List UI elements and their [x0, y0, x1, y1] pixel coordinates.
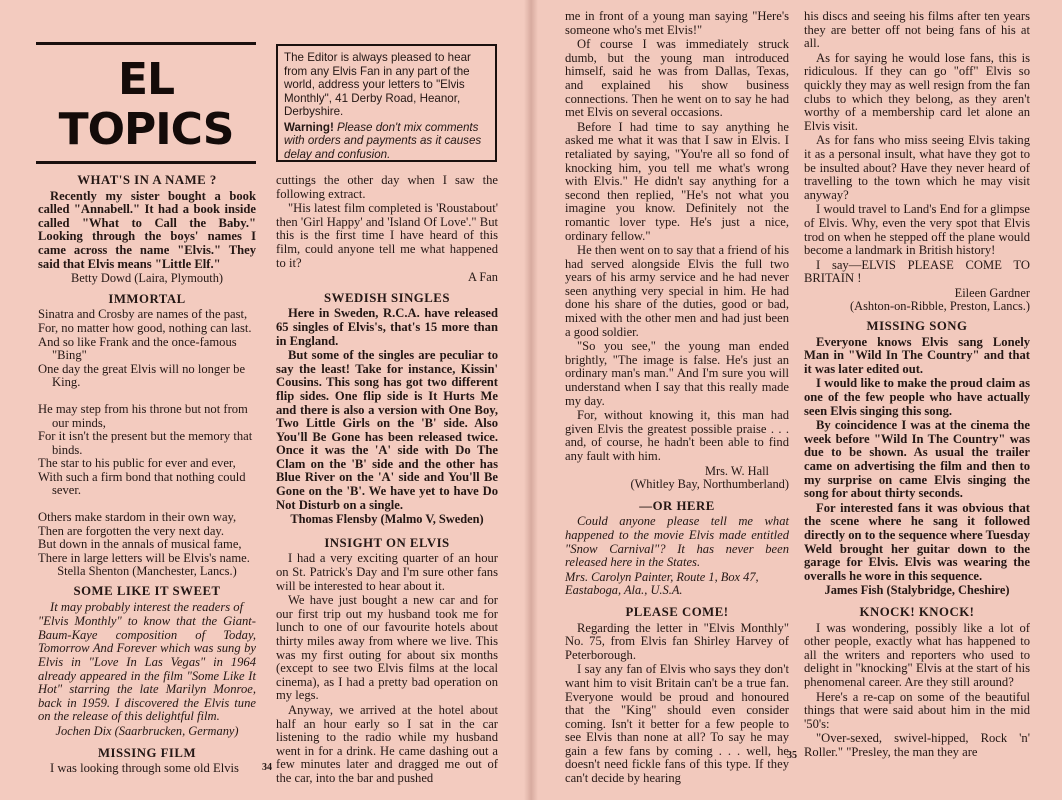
- right-page: [531, 0, 1062, 800]
- poem-line: Then are forgotten the very next day.: [38, 523, 225, 538]
- poem-signature: Stella Shenton (Manchester, Lancs.): [57, 564, 237, 579]
- poem-line: The star to his public for ever and ever,: [38, 456, 236, 471]
- letter-signature: Eileen Gardner: [954, 285, 1030, 300]
- title-top-rule: [36, 42, 256, 45]
- poem-line: For it isn't the present but the memory that binds.: [38, 429, 253, 457]
- heading-immortal: IMMORTAL: [108, 291, 186, 306]
- letter-body: I had a very exciting quarter of an hour on St. Patrick's Day and I'm sure other fans will be interested to hear about it.: [276, 551, 498, 593]
- column-4: [804, 10, 1030, 760]
- page-gutter: [524, 0, 538, 800]
- letter-signature-place: (Ashton-on-Ribble, Preston, Lancs.): [850, 299, 1030, 314]
- letter-body: cuttings the other day when I saw the following extract.: [276, 173, 498, 201]
- letter-body: Recently my sister bought a book called "Annabell." It had a book inside called "What to Call the Baby." Looking through the boys' names I came across the name "Elvis." They said that Elvis means "Little Elf.": [38, 188, 256, 271]
- heading-please-come: PLEASE COME!: [625, 604, 729, 619]
- poem-line: Sinatra and Crosby are names of the past,: [38, 307, 248, 322]
- letter-body: I was wondering, possibly like a lot of other people, exactly what has happened to all the writers and reporters who used to delight in "knocking" Elvis at the start of his phenomenal career. Are they still around?: [804, 620, 1030, 689]
- poem-line: There in large letters will be Elvis's name.: [38, 550, 250, 565]
- poem-line: For, no matter how good, nothing can last.: [38, 320, 252, 335]
- heading-insight-on-elvis: INSIGHT ON ELVIS: [324, 535, 450, 550]
- title-bottom-rule: [36, 161, 256, 164]
- poem-line: He may step from his throne but not from our minds,: [38, 401, 248, 430]
- letter-body: I would travel to Land's End for a glimpse of Elvis. Why, even the very spot that Elvis trod on when he stepped off the plane would become a landmark in British history!: [804, 202, 1030, 258]
- letter-body: It may probably interest the readers of: [50, 599, 244, 614]
- letter-signature: Jochen Dix (Saarbrucken, Germany): [55, 723, 239, 738]
- letter-body: I was looking through some old Elvis: [50, 761, 239, 776]
- letter-body: "Over-sexed, swivel-hipped, Rock 'n' Roller." "Presley, the man they are: [804, 731, 1030, 759]
- column-3: [565, 10, 789, 787]
- letter-body: Everyone knows Elvis sang Lonely Man in "Wild In The Country" and that it was later edited out.: [804, 334, 1030, 376]
- letter-body: "So you see," the young man ended brightly, "The image is false. He's just an ordinary man's man." And I'm sure you will understand when I say that this really made my day.: [565, 339, 789, 408]
- warning-text: Please don't mix comments with orders and payments as it causes delay and confusion.: [284, 120, 482, 161]
- letter-body: Here in Sweden, R.C.A. have released 65 singles of Elvis's, that's 15 more than in England.: [276, 306, 498, 348]
- editor-notice-text: The Editor is always pleased to hear from any Elvis Fan in any part of the world, address your letters to "Elvis Monthly", 41 Derby Road, Heanor, Derbyshire.: [284, 51, 471, 118]
- poem-line: With such a firm bond that nothing could sever.: [38, 469, 246, 498]
- letter-body: me in front of a young man saying "Here's someone who's met Elvis!": [565, 9, 789, 37]
- letter-body: Before I had time to say anything he asked me what it was that I saw in Elvis. I retaliated by saying, "You're all so fond of knocking him, you tell me what's wrong with Elvis." He didn't say anything for a second then replied, "He's not what you imagine you know. Definitely not the romantic lover type. He's just a nice, ordinary fellow.": [565, 119, 789, 243]
- letter-body: Regarding the letter in "Elvis Monthly" No. 75, from Elvis fan Shirley Harvey of Peterborough.: [565, 620, 789, 662]
- poem-line: But down in the annals of musical fame,: [38, 537, 242, 552]
- letter-signature: James Fish (Stalybridge, Cheshire): [824, 583, 1010, 598]
- poem-line: One day the great Elvis will no longer be King.: [38, 361, 246, 390]
- section-title: [36, 42, 256, 164]
- letter-signature: A Fan: [468, 270, 498, 285]
- heading-knock-knock: KNOCK! KNOCK!: [859, 604, 975, 619]
- column-1: [38, 174, 256, 777]
- letter-body: I would like to make the proud claim as one of the few people who have actually seen Elvis singing this song.: [804, 376, 1030, 418]
- editor-warning: [284, 121, 489, 162]
- letter-body: For, without knowing it, this man had given Elvis the greatest possible praise . . . and, of course, he hadn't been able to find any fault with him.: [565, 408, 789, 463]
- letter-body: "Elvis Monthly" to know that the Giant-Baum-Kaye composition of Today, Tomorrow And Forever which was sung by Elvis in "Love In Las Vegas" in 1964 already appeared in the film "Some Like It Hot" starring the late Marilyn Monroe, back in 1959. I discovered the Elvis tune on the release of this delightful film.: [38, 614, 256, 724]
- letter-body: He then went on to say that a friend of his had served alongside Elvis the full two years of his army service and he had never seen anything very special in him. He had done his share of the duties, good or bad, mixed with the other men and had just been a good soldier.: [565, 243, 789, 339]
- heading-whats-in-a-name: WHAT'S IN A NAME ?: [77, 173, 217, 187]
- letter-body: Of course I was immediately struck dumb, but the young man introduced himself, said he was from Dallas, Texas, and explained his show business connections. Then he went on to say he had met Elvis on several occasions.: [565, 37, 789, 120]
- title-line-2: TOPICS: [58, 104, 234, 155]
- poem-line: And so like Frank and the once-famous "Bing": [38, 334, 237, 363]
- letter-signature: Thomas Flensby (Malmo V, Sweden): [290, 512, 484, 527]
- letter-signature: Mrs. W. Hall: [704, 463, 769, 478]
- heading-missing-song: MISSING SONG: [866, 319, 968, 334]
- warning-label: Warning!: [284, 120, 334, 134]
- letter-body: Could anyone please tell me what happened to the movie Elvis made entitled "Snow Carnival"? It has never been released here in the States.: [565, 514, 789, 570]
- heading-missing-film: MISSING FILM: [97, 745, 197, 760]
- letter-body: We have just bought a new car and for our first trip out my husband took me for lunch to one of our favourite hotels about thirty miles away from where we live. This was my first outing for about six months (except to see two Elvis films at the local cinema), as I had a pretty bad operation on my legs.: [276, 593, 498, 703]
- page-number-right: 35: [787, 750, 797, 761]
- letter-body: I say—ELVIS PLEASE COME TO BRITAIN !: [804, 257, 1030, 286]
- letter-body: "His latest film completed is 'Roustabout' then 'Girl Happy' and 'Island Of Love'." But this is the first time I have heard of this film, could anyone tell me what happened to it?: [276, 201, 498, 270]
- letter-body: his discs and seeing his films after ten years they are better off not being fans of his at all.: [804, 9, 1030, 51]
- poem-line: Others make stardom in their own way,: [38, 510, 237, 525]
- column-2: [276, 174, 498, 787]
- title-line-1: EL: [117, 54, 175, 105]
- letter-body: By coincidence I was at the cinema the week before "Wild In The Country" was due to be shown. As usual the trailer came on advertising the film and then to my surprise on came Elvis singing the song for about thirty seconds.: [804, 418, 1030, 501]
- letter-body: As for fans who miss seeing Elvis taking it as a personal insult, what have they got to be insulted about? Have they never heard of travelling to the town which he may visit anyway?: [804, 133, 1030, 202]
- letter-signature-place: (Whitley Bay, Northumberland): [630, 477, 789, 492]
- heading-some-like-it-sweet: SOME LIKE IT SWEET: [73, 584, 221, 599]
- letter-body: For interested fans it was obvious that the scene where he sang it followed directly on to the sequence where Tuesday Weld brought her guitar down to the garage for Elvis. Elvis was wearing the overalls he wore in this sequence.: [804, 500, 1030, 583]
- letter-signature: Betty Dowd (Laira, Plymouth): [70, 271, 224, 286]
- poem-immortal: [38, 308, 256, 565]
- heading-swedish-singles: SWEDISH SINGLES: [324, 290, 450, 305]
- letter-body: Here's a re-cap on some of the beautiful things that were said about him in the mid '50's:: [804, 689, 1030, 731]
- heading-or-here: —OR HERE: [639, 498, 715, 513]
- letter-body: I say any fan of Elvis who says they don't want him to visit Britain can't be a true fan. Everyone would be proud and honoured that the "King" should even consider coming. Isn't it better for a few people to see Elvis than none at all? To say he may gain a few fans by coming . . . well, he doesn't need fickle fans of this type. If they can't decide by hearing: [565, 662, 789, 786]
- letter-body: But some of the singles are peculiar to say the least! Take for instance, Kissin' Cousins. This song has got two different flip sides. One flip side is It Hurts Me and there is also a version with One Boy, Two Little Girls on the 'B' side. Also You'll Be Gone has been released twice. Once it was the 'A' side with Do The Clam on the 'B' side and the other has Blue River on the 'A' side and You'll Be Gone on the 'B'. We have yet to have Do Not Disturb on a single.: [276, 348, 498, 512]
- letter-body: As for saying he would lose fans, this is ridiculous. If they can go "off" Elvis so quickly they may as well resign from the fan clubs to which they belong, as they aren't worthy of a membership card let alone an Elvis visit.: [804, 50, 1030, 133]
- letter-body: Anyway, we arrived at the hotel about half an hour early so I sat in the car listening to the radio while my husband went in for a drink. He came dashing out a few minutes later and dragged me out of the car, into the bar and pushed: [276, 702, 498, 785]
- letter-signature: Mrs. Carolyn Painter, Route 1, Box 47, Eastaboga, Ala., U.S.A.: [565, 569, 759, 598]
- page-number-left: 34: [262, 762, 272, 773]
- editor-notice-box: [276, 44, 497, 162]
